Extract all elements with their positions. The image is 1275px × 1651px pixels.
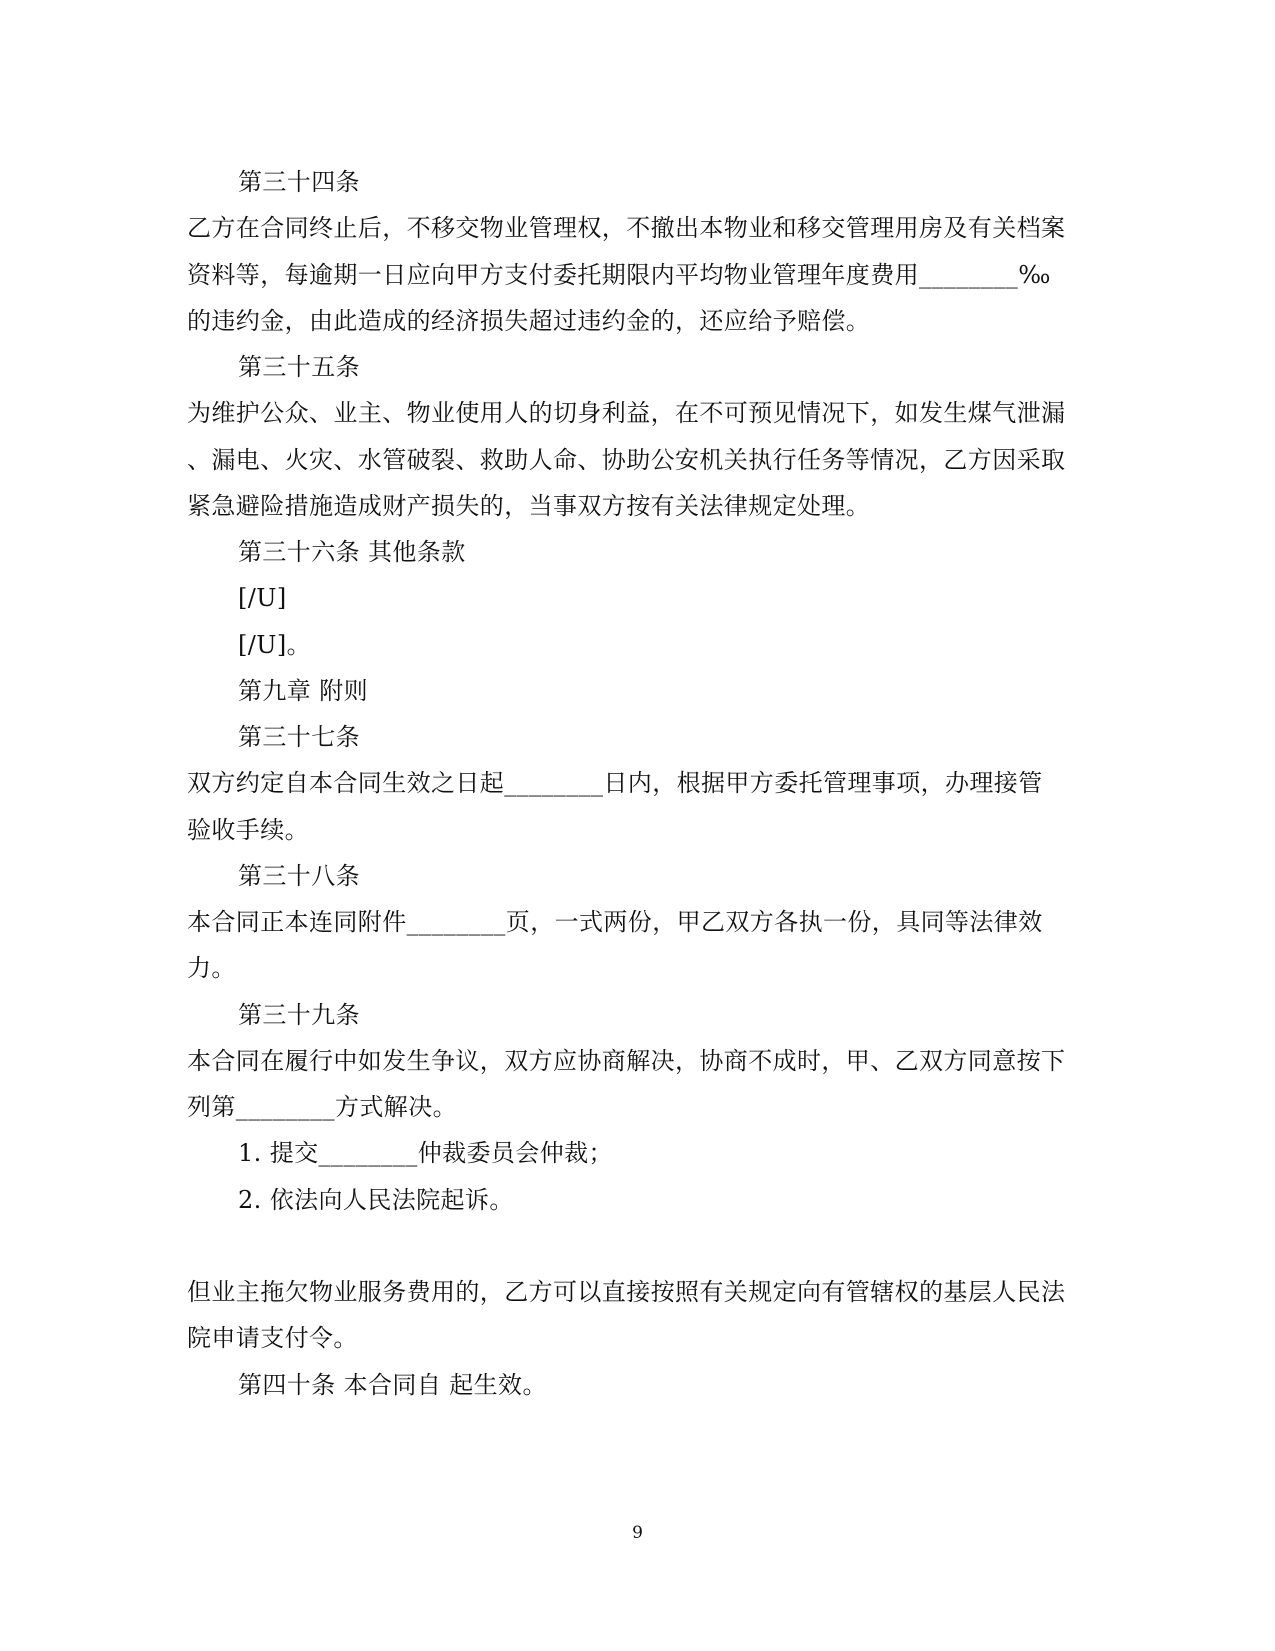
- placeholder-line-2: [/U]。: [238, 631, 312, 659]
- article-35-text-line-1: 为维护公众、业主、物业使用人的切身利益，在不可预见情况下，如发生煤气泄漏: [187, 399, 1066, 427]
- article-39-heading: 第三十九条: [238, 1001, 360, 1029]
- article-39-option-1: 1. 提交________仲裁委员会仲裁；: [238, 1139, 613, 1167]
- article-39-text-line-2: 列第________方式解决。: [187, 1093, 457, 1121]
- article-34-text-line-2: 资料等，每逾期一日应向甲方支付委托期限内平均物业管理年度费用________‰: [187, 261, 1051, 289]
- article-36-heading: 第三十六条 其他条款: [238, 538, 466, 566]
- page-number: 9: [632, 1523, 643, 1543]
- article-39-option-2: 2. 依法向人民法院起诉。: [238, 1186, 514, 1214]
- payment-order-line-2: 院申请支付令。: [187, 1324, 358, 1352]
- article-35-heading: 第三十五条: [238, 353, 360, 381]
- article-34-text-line-1: 乙方在合同终止后，不移交物业管理权，不撤出本物业和移交管理用房及有关档案: [187, 214, 1066, 242]
- article-35-text-line-3: 紧急避险措施造成财产损失的，当事双方按有关法律规定处理。: [187, 492, 871, 520]
- article-37-text-line-1: 双方约定自本合同生效之日起________日内，根据甲方委托管理事项，办理接管: [187, 769, 1043, 797]
- payment-order-line-1: 但业主拖欠物业服务费用的，乙方可以直接按照有关规定向有管辖权的基层人民法: [187, 1278, 1066, 1306]
- article-37-text-line-2: 验收手续。: [187, 816, 309, 844]
- article-34-heading: 第三十四条: [238, 168, 360, 196]
- article-37-heading: 第三十七条: [238, 723, 360, 751]
- placeholder-line-1: [/U]: [238, 584, 287, 612]
- article-35-text-line-2: 、漏电、火灾、水管破裂、救助人命、协助公安机关执行任务等情况，乙方因采取: [187, 446, 1066, 474]
- article-38-heading: 第三十八条: [238, 862, 360, 890]
- article-38-text-line-2: 力。: [187, 954, 236, 982]
- article-39-text-line-1: 本合同在履行中如发生争议，双方应协商解决，协商不成时，甲、乙双方同意按下: [187, 1047, 1066, 1075]
- article-38-text-line-1: 本合同正本连同附件________页，一式两份，甲乙双方各执一份，具同等法律效: [187, 908, 1043, 936]
- article-34-text-line-3: 的违约金，由此造成的经济损失超过违约金的，还应给予赔偿。: [187, 307, 871, 335]
- chapter-9-heading: 第九章 附则: [238, 677, 369, 705]
- article-40-text: 第四十条 本合同自 起生效。: [238, 1371, 547, 1399]
